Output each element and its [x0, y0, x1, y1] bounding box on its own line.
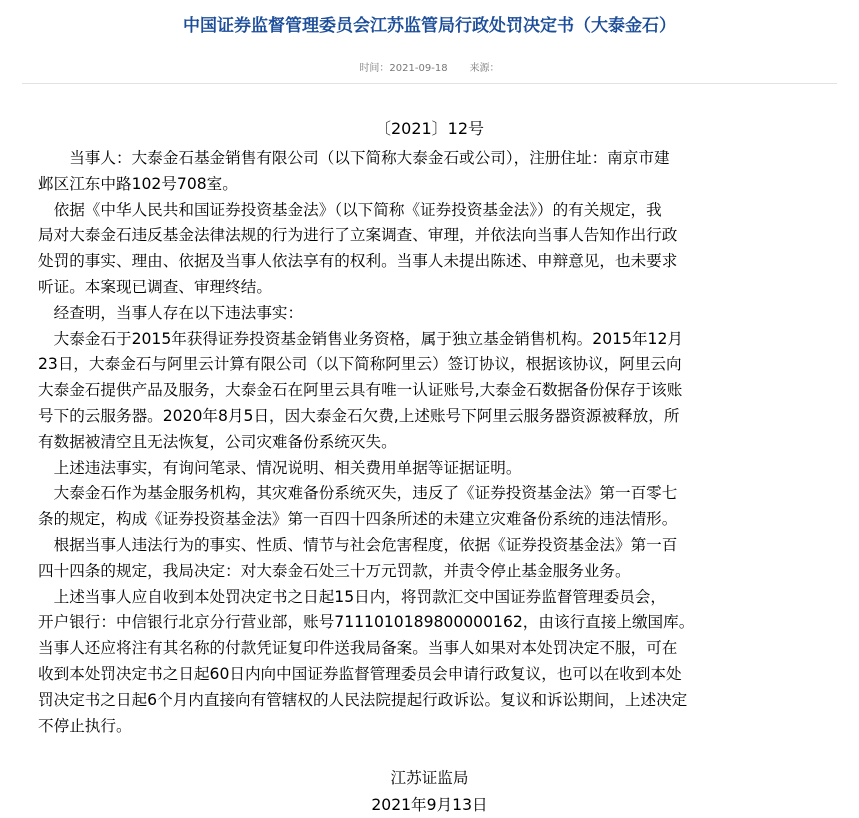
body-text-line: 上述违法事实，有询问笔录、情况说明、相关费用单据等证据证明。	[38, 458, 522, 477]
body-text-line: 23日，大泰金石与阿里云计算有限公司（以下简称阿里云）签订协议，根据该协议，阿里云向	[38, 355, 682, 374]
body-text-line: 邺区江东中路102号708室。	[38, 174, 238, 193]
body-text-line: 大泰金石于2015年获得证券投资基金销售业务资格，属于独立基金销售机构。2015年12月	[38, 329, 683, 348]
body-text-line: 罚决定书之日起6个月内直接向有管辖权的人民法院提起行政诉讼。复议和诉讼期间，上述决定	[38, 690, 688, 709]
body-text-line: 大泰金石作为基金服务机构，其灾难备份系统灭失，违反了《证券投资基金法》第一百零七	[38, 484, 678, 503]
body-text-line: 不停止执行。	[38, 716, 132, 735]
publish-time: 时间：2021-09-18	[359, 63, 448, 74]
body-text-line: 经查明，当事人存在以下违法事实：	[38, 303, 304, 322]
body-text-line: 条的规定，构成《证券投资基金法》第一百四十四条所述的未建立灾难备份系统的违法情形。	[38, 510, 678, 529]
body-text-line: 四十四条的规定，我局决定：对大泰金石处三十万元罚款，并责令停止基金服务业务。	[38, 561, 631, 580]
document-number: 〔2021〕12号	[374, 119, 485, 138]
body-text-line: 当事人：大泰金石基金销售有限公司（以下简称大泰金石或公司），注册住址：南京市建	[38, 149, 670, 167]
header-divider	[22, 83, 837, 84]
body-text-line: 号下的云服务器。2020年8月5日，因大泰金石欠费,上述账号下阿里云服务器资源被释放，所	[38, 406, 680, 425]
body-text-line: 大泰金石提供产品及服务，大泰金石在阿里云具有唯一认证账号,大泰金石数据备份保存于该账	[38, 381, 683, 400]
source-label: 来源：	[469, 63, 500, 74]
body-text-line: 根据当事人违法行为的事实、性质、情节与社会危害程度，依据《证券投资基金法》第一百	[38, 535, 678, 554]
page-title: 中国证券监督管理委员会江苏监管局行政处罚决定书（大泰金石）	[183, 16, 676, 36]
body-text-line: 当事人还应将注有其名称的付款凭证复印件送我局备案。当事人如果对本处罚决定不服，可在	[38, 639, 678, 658]
body-text-line: 依据《中华人民共和国证券投资基金法》（以下简称《证券投资基金法》）的有关规定，我	[38, 200, 662, 219]
body-text-line: 听证。本案现已调查、审理终结。	[38, 277, 272, 296]
article-meta	[0, 62, 859, 76]
body-text-line: 局对大泰金石违反基金法律法规的行为进行了立案调查、审理，并依法向当事人告知作出行政	[38, 226, 678, 245]
signature-date: 2021年9月13日	[371, 796, 488, 814]
body-text-line: 有数据被清空且无法恢复，公司灾难备份系统灭失。	[38, 432, 397, 451]
body-text-line: 上述当事人应自收到本处罚决定书之日起15日内，将罚款汇交中国证券监督管理委员会，	[38, 587, 666, 606]
signature-organization: 江苏证监局	[390, 769, 469, 787]
document-body	[38, 146, 838, 739]
body-text-line: 处罚的事实、理由、依据及当事人依法享有的权利。当事人未提出陈述、申辩意见，也未要求	[38, 252, 678, 271]
body-text-line: 开户银行：中信银行北京分行营业部，账号7111010189800000162，由该行直接上缴国库。	[38, 613, 695, 632]
body-text-line: 收到本处罚决定书之日起60日内向中国证券监督管理委员会申请行政复议，也可以在收到本处	[38, 664, 682, 683]
